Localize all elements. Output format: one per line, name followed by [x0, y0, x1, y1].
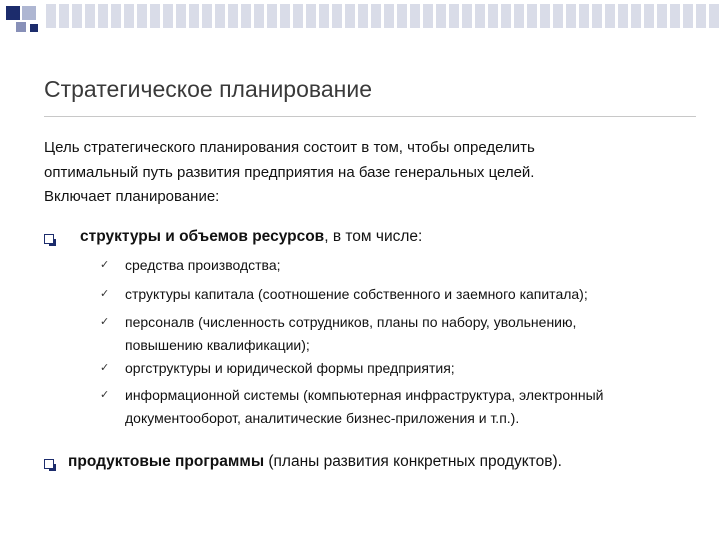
subitem-text: документооборот, аналитические бизнес-приложения и т.п.).: [125, 409, 520, 426]
subitem-text: повышению квалификации);: [125, 336, 310, 353]
subitem-means: [100, 254, 281, 277]
bullet-products: [68, 453, 562, 471]
subitem-text: персоналв (численность сотрудников, планы по набору, увольнению,: [125, 314, 577, 330]
subitem-text: структуры капитала (соотношение собственного и заемного капитала);: [125, 286, 588, 302]
checkmark-icon: ✓: [100, 288, 110, 300]
subitem-orgstructure: [100, 357, 455, 380]
square-bullet-icon: [44, 234, 54, 244]
intro-line: оптимальный путь развития предприятия на базе генеральных целей.: [44, 163, 535, 181]
slide-title: Стратегическое планирование: [44, 76, 372, 102]
checkmark-icon: ✓: [100, 316, 110, 328]
subitem-text: оргструктуры и юридической формы предприятия;: [125, 360, 455, 376]
bullet-rest-text: , в том числе:: [324, 228, 423, 245]
title-divider: [44, 116, 696, 117]
checkmark-icon: ✓: [100, 362, 110, 374]
bullet-rest-text: (планы развития конкретных продуктов).: [264, 453, 562, 470]
deco-square-mid: [16, 22, 26, 32]
deco-square-light: [22, 6, 36, 20]
intro-line: Включает планирование:: [44, 188, 220, 205]
bullet-bold-text: структуры и объемов ресурсов: [80, 228, 325, 245]
subitem-infosystem: [100, 384, 603, 429]
bullet-resources: [80, 228, 422, 246]
subitem-capital: [100, 283, 588, 306]
square-bullet-icon: [44, 459, 54, 469]
checkmark-icon: ✓: [100, 259, 110, 271]
intro-line: Цель стратегического планирования состоит в том, чтобы определить: [44, 139, 535, 156]
deco-stripes: [46, 4, 720, 28]
subitem-personnel: [100, 311, 576, 356]
bullet-bold-text: продуктовые программы: [68, 453, 265, 470]
deco-square-small: [30, 24, 38, 32]
intro-paragraph: [44, 136, 684, 210]
header-decoration: [0, 0, 720, 50]
subitem-text: информационной системы (компьютерная инфраструктура, электронный: [125, 387, 604, 403]
checkmark-icon: ✓: [100, 389, 110, 401]
deco-square-dark: [6, 6, 20, 20]
subitem-text: средства производства;: [125, 257, 281, 273]
